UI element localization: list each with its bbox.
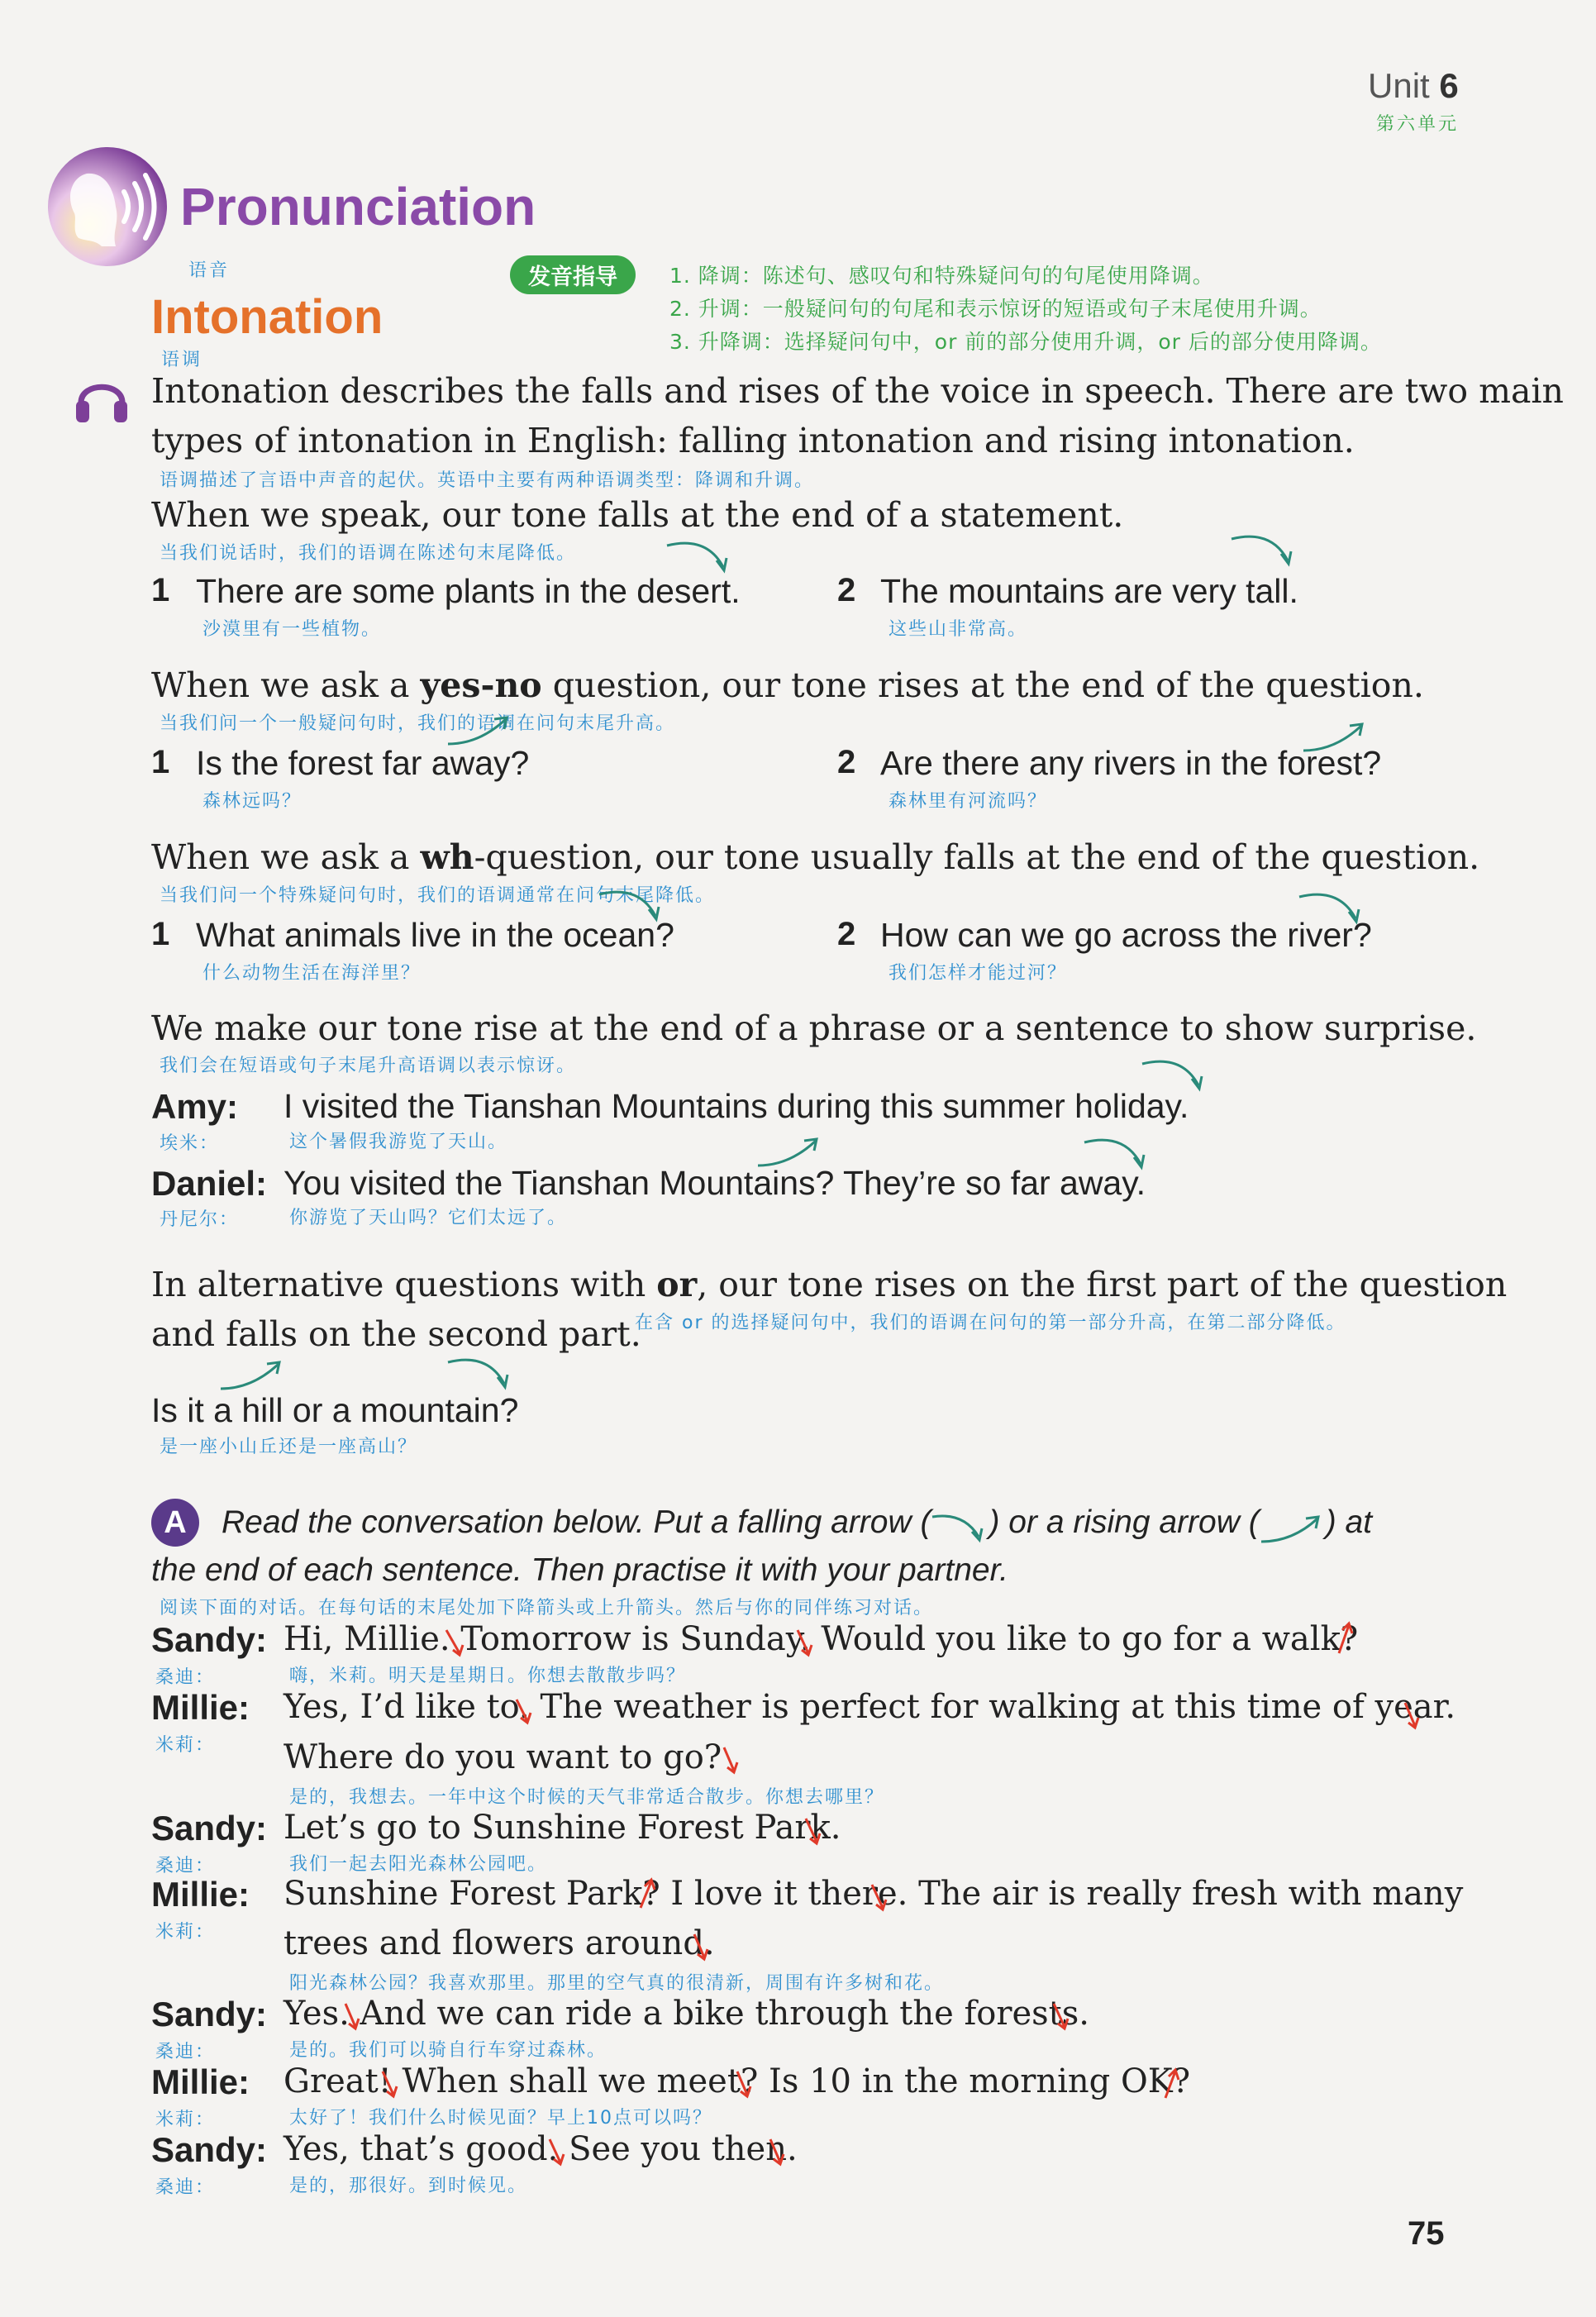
unit-number: 6 <box>1439 66 1459 105</box>
dialogue-speaker: Sandy: <box>151 1995 268 2033</box>
dialogue-cn: 我们一起去阳光森林公园吧。 <box>289 1854 548 1875</box>
dialogue-speaker-cn: 米莉： <box>155 1922 216 1943</box>
unit-cn: 第六单元 <box>1376 114 1460 135</box>
dialogue-speaker-cn: 米莉： <box>155 2110 216 2130</box>
dialogue-cn: 太好了！我们什么时候见面？早上10点可以吗？ <box>289 2108 712 2129</box>
rising-mark-icon <box>1339 1623 1352 1653</box>
wh-example-2-cn: 我们怎样才能过河？ <box>889 963 1068 984</box>
statement-example-1-cn: 沙漠里有一些植物。 <box>202 619 382 640</box>
dialogue-speaker: Millie: <box>151 1875 250 1914</box>
dialogue-speaker: Sandy: <box>151 1620 268 1659</box>
yesno-post: question, our tone rises at the end of the question. <box>541 665 1424 705</box>
yesno-example-2-cn: 森林里有河流吗？ <box>889 791 1048 812</box>
falling-mark-icon <box>770 2139 784 2164</box>
falling-mark-icon <box>872 1885 886 1909</box>
topic-title: Intonation <box>151 290 384 344</box>
alternative-line-2: and falls on the second part. <box>151 1314 641 1354</box>
alternative-example: Is it a hill or a mountain? <box>151 1391 519 1429</box>
example-number: 2 <box>837 916 856 952</box>
intro-cn: 语调描述了言语中声音的起伏。英语中主要有两种语调类型：降调和升调。 <box>160 470 815 491</box>
wh-post: -question, our tone usually falls at the end of the question. <box>474 837 1480 877</box>
daniel-sentence-cn: 你游览了天山吗？它们太远了。 <box>289 1208 568 1228</box>
speaker-name: Daniel: <box>151 1164 268 1203</box>
falling-mark-icon <box>383 2071 397 2096</box>
dialogue-line: Yes, I’d like to. The weather is perfect for walking at this time of year. <box>283 1688 1456 1726</box>
speaker-name: Amy: <box>151 1087 239 1126</box>
wh-bold: wh <box>420 837 474 877</box>
guide-badge: 发音指导 <box>510 255 636 294</box>
page-number: 75 <box>1408 2215 1445 2252</box>
guide-rule-3: 3. 升降调：选择疑问句中，or 前的部分使用升调，or 后的部分使用降调。 <box>669 330 1382 354</box>
falling-mark-icon <box>517 1700 531 1723</box>
falling-mark-icon <box>737 2071 750 2096</box>
dialogue-speaker: Sandy: <box>151 2130 268 2169</box>
dialogue-speaker-cn: 桑迪： <box>155 1667 216 1688</box>
instruction-part-a: Read the conversation below. Put a falling arrow ( <box>222 1504 931 1540</box>
example-number: 2 <box>837 744 856 780</box>
wh-pre: When we ask a <box>151 837 421 877</box>
example-number: 1 <box>151 572 170 608</box>
section-title-cn: 语音 <box>188 260 231 281</box>
falling-mark-icon <box>345 2004 359 2029</box>
alternative-post: , our tone rises on the first part of the question <box>697 1265 1508 1304</box>
section-title: Pronunciation <box>180 177 536 236</box>
alternative-pre: In alternative questions with <box>151 1265 657 1304</box>
guide-rule-1: 1. 降调：陈述句、感叹句和特殊疑问句的句尾使用降调。 <box>669 264 1214 288</box>
yesno-example-2: Are there any rivers in the forest? <box>880 744 1382 782</box>
wh-example-2: How can we go across the river? <box>880 916 1372 954</box>
dialogue-line: Hi, Millie. Tomorrow is Sunday. Would you like to go for a walk? <box>283 1620 1359 1658</box>
dialogue-speaker: Millie: <box>151 1688 250 1727</box>
dialogue-line: Great! When shall we meet? Is 10 in the morning OK? <box>283 2062 1191 2100</box>
example-number: 1 <box>151 744 170 780</box>
statement-example-2: The mountains are very tall. <box>880 572 1298 610</box>
dialogue-line: Yes, that’s good. See you then. <box>283 2130 798 2168</box>
alternative-example-cn: 是一座小山丘还是一座高山？ <box>160 1437 418 1457</box>
dialogue-cn: 阳光森林公园？我喜欢那里。那里的空气真的很清新，周围有许多树和花。 <box>289 1973 945 1994</box>
intro-line-2: types of intonation in English: falling intonation and rising intonation. <box>151 421 1355 460</box>
yesno-cn: 当我们问一个一般疑问句时，我们的语调在问句末尾升高。 <box>160 713 676 734</box>
statement-example-2-cn: 这些山非常高。 <box>889 619 1028 640</box>
dialogue-line: Where do you want to go? <box>283 1738 722 1776</box>
dialogue-cn: 是的，我想去。一年中这个时候的天气非常适合散步。你想去哪里？ <box>289 1787 885 1808</box>
alternative-bold: or <box>656 1265 698 1304</box>
yesno-example-1: Is the forest far away? <box>196 744 530 782</box>
dialogue-line: trees and flowers around. <box>283 1924 715 1962</box>
yesno-example-1-cn: 森林远吗？ <box>202 791 303 812</box>
falling-mark-icon <box>1054 2004 1068 2029</box>
instruction-part-c: ) at <box>1325 1504 1373 1540</box>
yesno-bold: yes-no <box>420 665 542 705</box>
falling-mark-icon <box>1405 1703 1418 1728</box>
rising-mark-icon <box>1165 2070 1179 2098</box>
dialogue-line: Yes. And we can ride a bike through the forests. <box>283 1995 1089 2033</box>
daniel-sentence: You visited the Tianshan Mountains? They’re so far away. <box>283 1164 1146 1202</box>
wh-cn: 当我们问一个特殊疑问句时，我们的语调通常在问句末尾降低。 <box>160 885 716 906</box>
dialogue-cn: 是的。我们可以骑自行车穿过森林。 <box>289 2040 607 2061</box>
exercise-letter: A <box>164 1505 187 1540</box>
dialogue-speaker-cn: 桑迪： <box>155 2177 216 2198</box>
falling-mark-icon <box>724 1747 737 1772</box>
dialogue-line: Sunshine Forest Park? I love it there. The air is really fresh with many <box>283 1875 1464 1913</box>
dialogue-speaker: Sandy: <box>151 1809 268 1847</box>
topic-title-cn: 语调 <box>161 350 203 370</box>
yesno-pre: When we ask a <box>151 665 421 705</box>
intro-line-1: Intonation describes the falls and rises of the voice in speech. There are two main <box>151 371 1564 411</box>
statement-example-1: There are some plants in the desert. <box>196 572 741 610</box>
alternative-cn: 在含 or 的选择疑问句中，我们的语调在问句的第一部分升高，在第二部分降低。 <box>635 1313 1346 1333</box>
falling-mark-icon <box>550 2139 564 2164</box>
dialogue-cn: 是的，那很好。到时候见。 <box>289 2176 528 2196</box>
amy-sentence-cn: 这个暑假我游览了天山。 <box>289 1132 508 1152</box>
example-number: 2 <box>837 572 856 608</box>
falling-mark-icon <box>806 1819 820 1843</box>
falling-mark-icon <box>694 1934 707 1959</box>
speaker-name-cn: 丹尼尔： <box>160 1209 240 1230</box>
dialogue-line: Let’s go to Sunshine Forest Park. <box>283 1809 841 1847</box>
unit-label: Unit <box>1368 66 1430 105</box>
exercise-cn: 阅读下面的对话。在每句话的末尾处加下降箭头或上升箭头。然后与你的同伴练习对话。 <box>160 1598 934 1619</box>
example-number: 1 <box>151 916 170 952</box>
wh-example-1: What animals live in the ocean? <box>196 916 674 954</box>
surprise-cn: 我们会在短语或句子末尾升高语调以表示惊讶。 <box>160 1056 577 1076</box>
speaker-name-cn: 埃米： <box>160 1133 220 1154</box>
instruction-part-b: ) or a rising arrow ( <box>989 1504 1260 1540</box>
dialogue-cn: 嗨，米莉。明天是星期日。你想去散散步吗？ <box>289 1666 687 1686</box>
surprise-text: We make our tone rise at the end of a phrase or a sentence to show surprise. <box>151 1008 1477 1048</box>
rising-mark-icon <box>641 1880 655 1908</box>
statement-cn: 当我们说话时，我们的语调在陈述句末尾降低。 <box>160 543 577 564</box>
amy-sentence: I visited the Tianshan Mountains during this summer holiday. <box>283 1087 1189 1125</box>
falling-mark-icon <box>798 1630 812 1655</box>
dialogue-speaker: Millie: <box>151 2062 250 2101</box>
wh-example-1-cn: 什么动物生活在海洋里？ <box>202 963 422 984</box>
exercise-instruction-2: the end of each sentence. Then practise it with your partner. <box>151 1552 1008 1588</box>
dialogue-speaker-cn: 米莉： <box>155 1735 216 1756</box>
dialogue-speaker-cn: 桑迪： <box>155 1856 216 1876</box>
falling-mark-icon <box>446 1630 463 1655</box>
guide-rule-2: 2. 升调：一般疑问句的句尾和表示惊讶的短语或句子末尾使用升调。 <box>669 297 1322 321</box>
dialogue-speaker-cn: 桑迪： <box>155 2042 216 2062</box>
statement-text: When we speak, our tone falls at the end of a statement. <box>151 495 1124 535</box>
